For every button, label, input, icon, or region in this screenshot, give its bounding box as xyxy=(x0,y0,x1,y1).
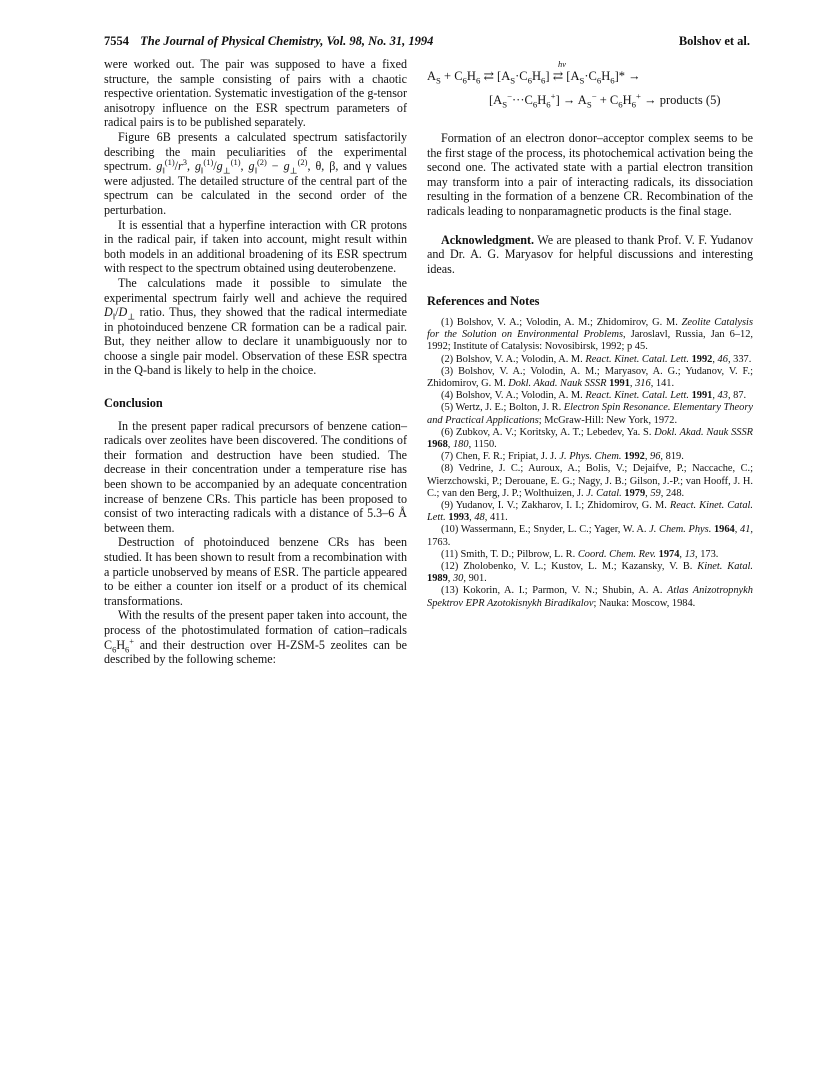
conclusion-3-text-b: and their destruction over H-ZSM-5 zeolites can be described by the following scheme: xyxy=(104,637,407,667)
ack-text: We are pleased to thank Prof. V. F. Yudanov and Dr. A. G. Maryasov for helpful discussions and interesting ideas. xyxy=(427,232,753,276)
reference-3: (3) Bolshov, V. A.; Volodin, A. M.; Maryasov, A. G.; Yudanov, V. F.; Zhidomirov, G. M. Dokl. Akad. Nauk SSSR 1991, 316, 141. xyxy=(427,365,753,389)
parameter-tail: and γ values were adjusted. xyxy=(104,159,407,188)
reference-13: (13) Kokorin, A. I.; Parmon, V. N.; Shubin, A. A. Atlas Anizotropnykh Spektrov EPR Azotokisnykh Biradikalov; Nauka: Moscow, 1984. xyxy=(427,585,753,609)
references-heading: References and Notes xyxy=(427,294,540,309)
figure-6b-text: Figure 6B presents a calculated spectrum satisfactorily describing the main peculiarities of the experimental spectrum. xyxy=(104,129,407,174)
reference-10: (10) Wassermann, E.; Snyder, L. C.; Yager, W. A. J. Chem. Phys. 1964, 41, 1763. xyxy=(427,524,753,548)
reference-1: (1) Bolshov, V. A.; Volodin, A. M.; Zhidomirov, G. M. Zeolite Catalysis for the Solution on Environmental Problems, Jaroslavl, Russia, Jan 6–12, 1992; Institute of Catalysis: Novosibirsk, 1992; p 45. xyxy=(427,316,753,353)
journal-title: The Journal of Physical Chemistry, Vol. 98, No. 31, 1994 xyxy=(140,34,434,48)
reference-list xyxy=(427,317,753,610)
conclusion-3-text-a: With the results of the present paper taken into account, the process of the photostimulated formation of cation–radicals xyxy=(104,608,407,637)
scheme-line-2: $[A_S^-\cdot\cdot\cdot C_6H_6^+] \to A_S^- + C_6H_6^+$ → products (5) xyxy=(489,90,721,110)
left-column xyxy=(104,57,407,667)
acknowledgment xyxy=(427,233,753,277)
running-authors: Bolshov et al. xyxy=(678,34,750,48)
reference-6: (6) Zubkov, A. V.; Koritsky, A. T.; Lebedev, Ya. S. Dokl. Akad. Nauk SSSR 1968, 180, 1150. xyxy=(427,426,754,450)
reaction-scheme xyxy=(427,57,753,119)
paragraph-model: were worked out. The pair was supposed to have a fixed structure, the sample consisting of pairs with a chaotic respective orientation. Systematic investigation of the g-tensor anisotropy influence on the ESR spectrum parameters of radical pairs is to be published separately. xyxy=(104,57,407,130)
reference-2: (2) Bolshov, V. A.; Volodin, A. M. React. Kinet. Catal. Lett. 1992, 46, 337. xyxy=(441,353,752,365)
paragraph-conclusion-1: In the present paper radical precursors of benzene cation–radicals over zeolites have been discovered. The conditions of their formation and destruction have been studied. The decrease in their concentration under a temperature rise has been shown to be accompanied by an adequate concentration increase of benzene CRs. This particle has been proposed to consist of two interacting radicals with a distance of 5.3–6 Å between them. xyxy=(104,418,407,535)
scheme-products: products (5) xyxy=(659,93,721,107)
central-part-text: The detailed structure of the central part of the spectrum can be calculated in the second order of the perturbation. xyxy=(104,173,407,217)
reference-12: (12) Zholobenko, V. L.; Kustov, L. M.; Kazansky, V. B. Kinet. Katal. 1989, 30, 901. xyxy=(427,561,753,585)
paragraph-hyperfine: It is essential that a hyperfine interaction with CR protons in the radical pair, if taken into account, might result within both models in an additional broadening of its ESR spectrum with respect to the spectrum obtained using deuterobenzene. xyxy=(104,217,407,276)
ratio-symbol: D xyxy=(104,305,113,320)
paragraph-mechanism: Formation of an electron donor–acceptor complex seems to be the first stage of the process, its photochemical activation being the second one. The activated state with a partial electron transition may transform into a pair of interacting radicals, its dissociation resulting in the formation of a benzene CR. Recombination of the radicals leading to nonparamagnetic products is the final stage. xyxy=(427,131,753,218)
paragraph-calculations: The calculations made it possible to simulate the experimental spectrum fairly well and achieve the required $D_‖/D_\perp$ ratio. Thus, they showed that the radical intermediate in photoinduced benzene CR formation can be a radical pair. But, they neither allow to declare it unambiguously nor to choose a single pair model. Observation of these ESR spectra in the Q-band is likely to help in the choice. xyxy=(104,275,407,378)
page-number: 7554 xyxy=(104,34,129,48)
right-column xyxy=(427,57,753,610)
section-heading-conclusion: Conclusion xyxy=(104,396,163,411)
calc-text-b: ratio. Thus, they showed that the radical intermediate in photoinduced benzene CR formation can be a radical pair. But, they neither allow to declare it unambiguously nor to choose a single pair model. Observation of these ESR spectra in the Q-band is likely to help in the choice. xyxy=(104,305,407,378)
calc-text-a: The calculations made it possible to simulate the experimental spectrum fairly well and achieve the required xyxy=(104,275,407,305)
reference-5: (5) Wertz, J. E.; Bolton, J. R. Electron Spin Resonance. Elementary Theory and Practical Applications; McGraw-Hill: New York, 1972. xyxy=(427,402,753,426)
reference-8: (8) Vedrine, J. C.; Auroux, A.; Bolis, V.; Dejaifve, P.; Naccache, C.; Wierzchowski, P.; Derouane, E. G.; Nagy, J. B.; Gilson, J.-P.; van Hooff, J. H. C.; van den Berg, J. P.; Wolthuizen, J. J. Catal. 1979, 59, 248. xyxy=(427,463,753,499)
reference-7: (7) Chen, F. R.; Fripiat, J. J. J. Phys. Chem. 1992, 96, 819. xyxy=(441,451,684,463)
ack-heading: Acknowledgment. xyxy=(441,232,535,247)
hv-label: hν xyxy=(558,59,567,69)
paragraph-conclusion-3: With the results of the present paper taken into account, the process of the photostimulated formation of cation–radicals $C_6H_6^+$ and their destruction over H-ZSM-5 zeolites can be described by the following scheme: xyxy=(104,608,407,667)
paragraph-figure-6b xyxy=(104,130,407,218)
reference-11: (11) Smith, T. D.; Pilbrow, L. R. Coord. Chem. Rev. 1974, 13, 173. xyxy=(441,548,719,560)
running-header xyxy=(104,34,750,54)
paragraph-conclusion-2: Destruction of photoinduced benzene CRs has been studied. It has been shown to result from a recombination with a particle unobserved by means of ESR. The particle appeared to be either a counter ion itself or a product of its chemical transformations. xyxy=(104,535,407,608)
reference-4: (4) Bolshov, V. A.; Volodin, A. M. React. Kinet. Catal. Lett. 1991, 43, 87. xyxy=(441,390,747,402)
scheme-line-1: $A_S + C_6H_6$ ⇄ $[A_S\cdot C_6H_6]$ ⇄ $[A_S\cdot C_6H_6]*$ → xyxy=(427,69,641,86)
reference-9: (9) Yudanov, I. V.; Zakharov, I. I.; Zhidomirov, G. M. React. Kinet. Catal. Lett. 1993, 48, 411. xyxy=(427,499,753,524)
parameter-list: $g_‖^{(1)}/r^3$, $g_‖^{(1)}/g_\perp^{(1)}$, $g_‖^{(2)} - g_\perp^{(2)}$, θ, β, xyxy=(156,157,339,176)
